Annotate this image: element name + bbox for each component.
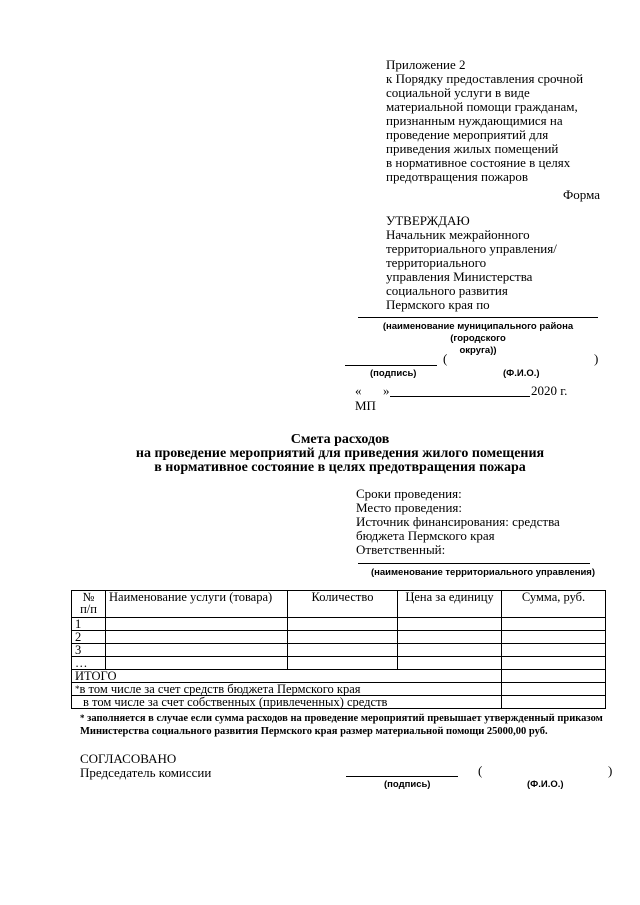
own-funds-label: в том числе за счет собственных (привлеченных) средств [72, 696, 502, 709]
approve-line: управления Министерства [386, 269, 533, 284]
cell-name[interactable] [106, 657, 288, 670]
appendix-line: социальной услуги в виде [386, 85, 530, 100]
table-row [72, 644, 606, 657]
appendix-block [386, 58, 583, 184]
dept-underline [358, 563, 590, 564]
appendix-line: признанным нуждающимися на [386, 113, 563, 128]
row-number: … [72, 657, 106, 670]
responsible-label: Ответственный: [356, 542, 446, 557]
dept-caption: (наименование территориального управления) [371, 567, 596, 578]
asterisk-mark: * [75, 684, 80, 694]
approve-line: Начальник межрайонного [386, 227, 530, 242]
appendix-line: приведения жилых помещений [386, 141, 559, 156]
cell-qty[interactable] [288, 631, 398, 644]
table-row [72, 618, 606, 631]
own-funds-sum[interactable] [502, 696, 606, 709]
cell-price[interactable] [398, 618, 502, 631]
cell-name[interactable] [106, 644, 288, 657]
footnote-mark: * [80, 713, 85, 723]
date-line [390, 396, 530, 397]
cell-name[interactable] [106, 618, 288, 631]
sign-caption: (подпись) [370, 368, 417, 379]
header-price: Цена за единицу [398, 591, 502, 618]
agreed-signature-line [346, 776, 458, 777]
approve-block [386, 214, 557, 312]
total-sum[interactable] [502, 670, 606, 683]
cell-price[interactable] [398, 644, 502, 657]
appendix-title: Приложение 2 [386, 57, 466, 72]
date-close-quote: » [383, 383, 390, 398]
source-label: Источник финансирования: средства [356, 514, 560, 529]
header-qty: Количество [288, 591, 398, 618]
stamp-place: МП [355, 398, 376, 413]
budget-label: *в том числе за счет средств бюджета Пермского края [72, 683, 502, 696]
cell-qty[interactable] [288, 618, 398, 631]
cell-price[interactable] [398, 657, 502, 670]
municipal-underline [358, 317, 598, 318]
budget-row [72, 683, 606, 696]
agreed-block [80, 752, 211, 780]
header-name: Наименование услуги (товара) [106, 591, 288, 618]
signature-line [345, 365, 437, 366]
row-number: 1 [72, 618, 106, 631]
date-year: 2020 г. [531, 383, 568, 398]
appendix-line: проведение мероприятий для [386, 127, 549, 142]
total-row [72, 670, 606, 683]
table-row [72, 631, 606, 644]
header-num: № п/п [72, 591, 106, 618]
approve-title: УТВЕРЖДАЮ [386, 213, 470, 228]
cell-name[interactable] [106, 631, 288, 644]
table-row [72, 657, 606, 670]
approve-line: Пермского края по [386, 297, 490, 312]
agreed-paren-close: ) [608, 763, 613, 778]
appendix-line: к Порядку предоставления срочной [386, 71, 584, 86]
details-block [356, 487, 560, 557]
date-open-quote: « [355, 383, 362, 398]
terms-label: Сроки проведения: [356, 486, 462, 501]
own-funds-row [72, 696, 606, 709]
appendix-line: предотвращения пожаров [386, 169, 529, 184]
approve-line: социального развития [386, 283, 508, 298]
agreed-title: СОГЛАСОВАНО [80, 751, 177, 766]
cell-qty[interactable] [288, 644, 398, 657]
cell-qty[interactable] [288, 657, 398, 670]
cell-sum[interactable] [502, 644, 606, 657]
header-sum: Сумма, руб. [502, 591, 606, 618]
municipal-caption: (наименование муниципального района (городского округа)) [382, 321, 574, 356]
agreed-fio-caption: (Ф.И.О.) [527, 779, 564, 790]
approve-line: территориального управления/ [386, 241, 557, 256]
agreed-paren-open: ( [478, 763, 483, 778]
place-label: Место проведения: [356, 500, 463, 515]
appendix-line: в нормативное состояние в целях [386, 155, 571, 170]
total-label: ИТОГО [72, 670, 502, 683]
row-number: 3 [72, 644, 106, 657]
footnote: * заполняется в случае если сумма расходов на проведение мероприятий превышает утвержденный приказом Министерства социального развития Пермского края размер материальной помощи 25000,00 руб. [80, 713, 603, 737]
paren-open: ( [443, 351, 448, 366]
cell-sum[interactable] [502, 657, 606, 670]
page-title: Смета расходов на проведение мероприятий для приведения жилого помещения в нормативное состояние в целях предотвращения пожара [135, 432, 545, 475]
source-label-2: бюджета Пермского края [356, 528, 495, 543]
approve-line: территориального [386, 255, 487, 270]
agreed-sign-caption: (подпись) [384, 779, 431, 790]
paren-close: ) [594, 351, 599, 366]
budget-sum[interactable] [502, 683, 606, 696]
cell-sum[interactable] [502, 618, 606, 631]
table-header-row [72, 591, 606, 618]
cell-price[interactable] [398, 631, 502, 644]
fio-caption: (Ф.И.О.) [503, 368, 540, 379]
cell-sum[interactable] [502, 631, 606, 644]
appendix-line: материальной помощи гражданам, [386, 99, 578, 114]
row-number: 2 [72, 631, 106, 644]
chair-label: Председатель комиссии [80, 765, 212, 780]
form-label: Форма [563, 187, 600, 202]
estimate-table [71, 590, 606, 709]
